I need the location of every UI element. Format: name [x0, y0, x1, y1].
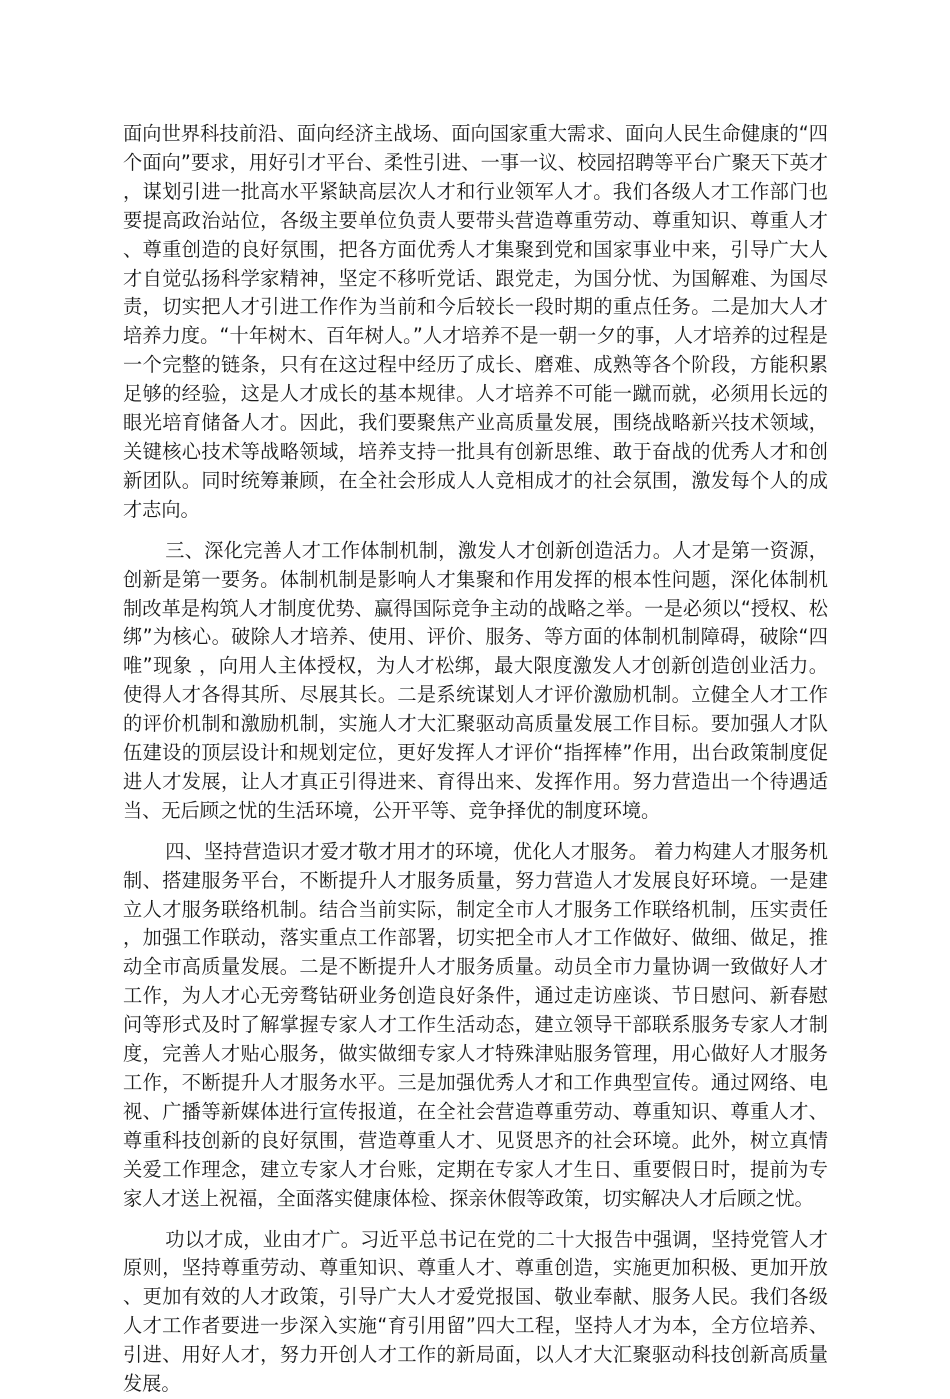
paragraph-section-three: 三、深化完善人才工作体制机制，激发人才创新创造活力。人才是第一资源，创新是第一要务。体制机制是影响人才集聚和作用发挥的根本性问题，深化体制机制改革是构筑人才制度优势、赢得国际竞争主动的战略之举。一是必须以“授权、松绑”为核心。破除人才培养、使用、评价、服务、等方面的体制机制障碍，破除“四唯”现象 ，向用人主体授权，为人才松绑，最大限度激发人才创新创造创业活力。使得人才各得其所、尽展其长。二是系统谋划人才评价激励机制。立健全人才工作的评价机制和激励机制，实施人才大汇聚驱动高质量发展工作目标。要加强人才队伍建设的顶层设计和规划定位，更好发挥人才评价“指挥棒”作用，出台政策制度促进人才发展，让人才真正引得进来、育得出来、发挥作用。努力营造出一个待遇适当、无后顾之忧的生活环境，公开平等、竞争择优的制度环境。 [123, 538, 828, 822]
paragraph-section-four: 四、坚持营造识才爱才敬才用才的环境，优化人才服务。 着力构建人才服务机制、搭建服务平台，不断提升人才服务质量，努力营造人才发展良好环境。一是建立人才服务联络机制。结合当前实际，制定全市人才服务工作联络机制，压实责任，加强工作联动，落实重点工作部署，切实把全市人才工作做好、做细、做足，推动全市高质量发展。二是不断提升人才服务质量。动员全市力量协调一致做好人才工作，为人才心无旁骛钻研业务创造良好条件，通过走访座谈、节日慰问、新春慰问等形式及时了解掌握专家人才工作生活动态，建立领导干部联系服务专家人才制度，完善人才贴心服务，做实做细专家人才特殊津贴服务管理，用心做好人才服务工作，不断提升人才服务水平。三是加强优秀人才和工作典型宣传。通过网络、电视、广播等新媒体进行宣传报道，在全社会营造尊重劳动、尊重知识、尊重人才、尊重科技创新的良好氛围，营造尊重人才、见贤思齐的社会环境。此外，树立真情关爱工作理念，建立专家人才台账，定期在专家人才生日、重要假日时，提前为专家人才送上祝福，全面落实健康体检、探亲休假等政策，切实解决人才后顾之忧。 [123, 839, 828, 1210]
paragraph-continuation: 面向世界科技前沿、面向经济主战场、面向国家重大需求、面向人民生命健康的“四个面向”要求，用好引才平台、柔性引进、一事一议、校园招聘等平台广聚天下英才，谋划引进一批高水平紧缺高层次人才和行业领军人才。我们各级人才工作部门也要提高政治站位，各级主要单位负责人要带头营造尊重劳动、尊重知识、尊重人才、尊重创造的良好氛围，把各方面优秀人才集聚到党和国家事业中来，引导广大人才自觉弘扬科学家精神，坚定不移听党话、跟党走，为国分忧、为国解难、为国尽责，切实把人才引进工作作为当前和今后较长一段时期的重点任务。二是加大人才培养力度。“十年树木、百年树人。”人才培养不是一朝一夕的事，人才培养的过程是一个完整的链条，只有在这过程中经历了成长、磨难、成熟等各个阶段，方能积累足够的经验，这是人才成长的基本规律。人才培养不可能一蹴而就，必须用长远的眼光培育储备人才。因此，我们要聚焦产业高质量发展，围绕战略新兴技术领域，关键核心技术等战略领域，培养支持一批具有创新思维、敢于奋战的优秀人才和创新团队。同时统筹兼顾，在全社会形成人人竞相成才的社会氛围，激发每个人的成才志向。 [123, 122, 828, 521]
body-text [123, 120, 828, 1399]
paragraph-conclusion: 功以才成，业由才广。习近平总书记在党的二十大报告中强调，坚持党管人才原则，坚持尊重劳动、尊重知识、尊重人才、尊重创造，实施更加积极、更加开放、更加有效的人才政策，引导广大人才爱党报国、敬业奉献、服务人民。我们各级人才工作者要进一步深入实施“育引用留”四大工程，坚持人才为本，全方位培养、引进、用好人才，努力开创人才工作的新局面，以人才大汇聚驱动科技创新高质量发展。 [123, 1227, 828, 1396]
